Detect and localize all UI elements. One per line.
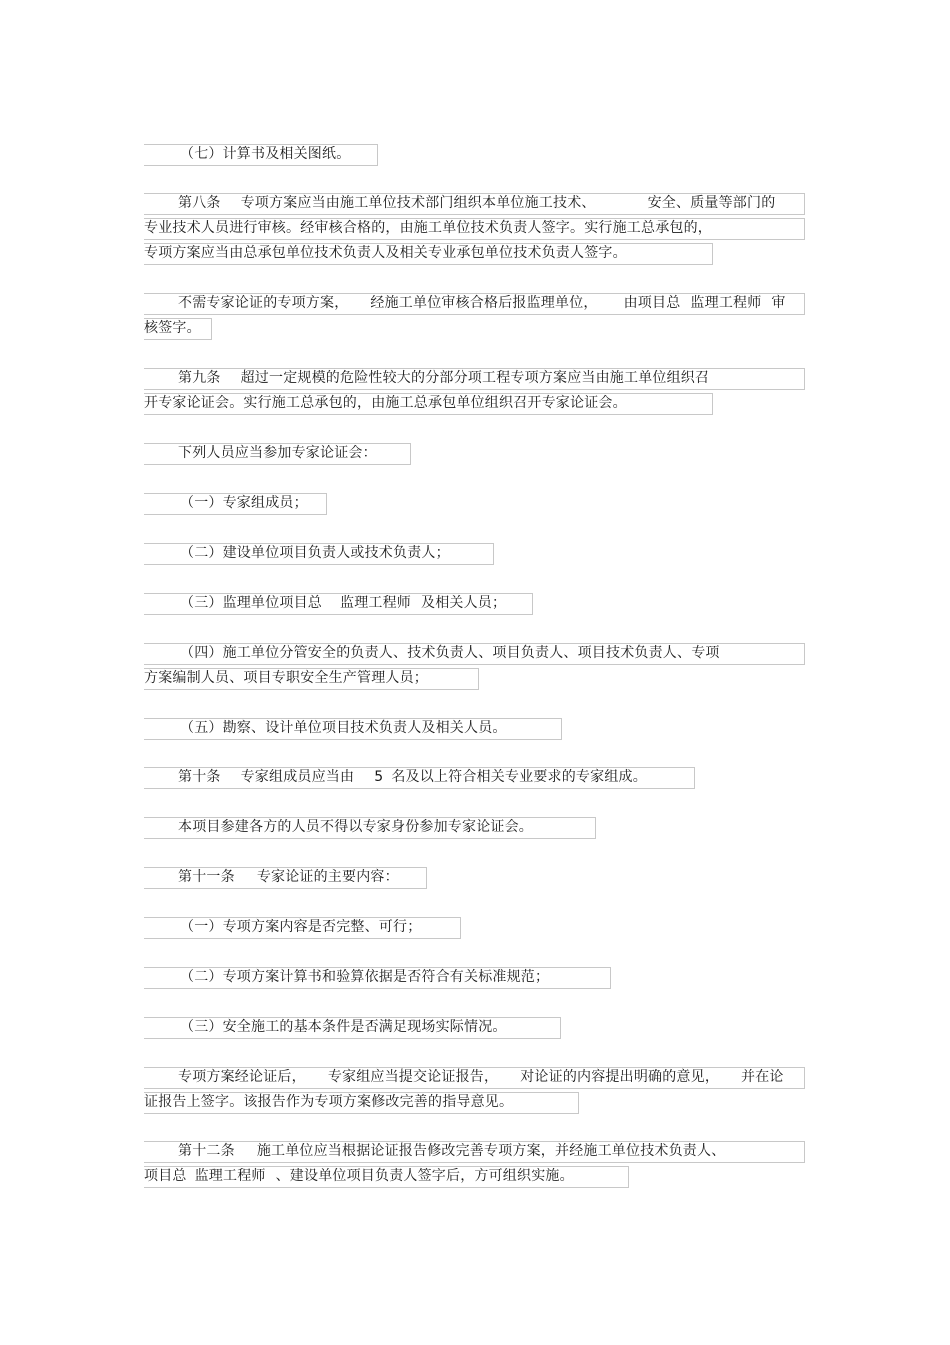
list-item: （四）施工单位分管安全的负责人、技术负责人、项目负责人、项目技术负责人、专项 (180, 645, 720, 661)
paragraph-line: 本项目参建各方的人员不得以专家身份参加专家论证会。 (178, 819, 533, 835)
paragraph-text: 不需专家论证的专项方案， (178, 295, 349, 311)
article-12-line-1 (178, 1140, 725, 1162)
article-8-line-1 (178, 192, 775, 214)
paragraph-text: 经施工单位审核合格后报监理单位， (370, 295, 598, 311)
list-item: （三）安全施工的基本条件是否满足现场实际情况。 (180, 1019, 507, 1035)
paragraph-text: 超过一定规模的危险性较大的分部分项工程专项方案应当由施工单位组织召 (240, 370, 710, 386)
list-item (180, 592, 506, 614)
paragraph-line: 专业技术人员进行审核。经审核合格的，由施工单位技术负责人签字。实行施工总承包的， (144, 220, 712, 236)
paragraph-line: 专项方案应当由总承包单位技术负责人及相关专业承包单位技术负责人签字。 (144, 245, 627, 261)
paragraph-line (178, 1066, 784, 1088)
article-9-line-1 (178, 367, 709, 389)
paragraph-text: 并在论 (741, 1069, 784, 1085)
article-number: 第八条 (178, 195, 221, 211)
list-item: （二）专项方案计算书和验算依据是否符合有关标准规范； (180, 969, 550, 985)
article-10-line (178, 766, 647, 788)
paragraph-text: 对论证的内容提出明确的意见， (520, 1069, 720, 1085)
article-number: 第十条 (178, 769, 221, 785)
paragraph-line (178, 292, 786, 314)
paragraph-text: 由项目总 (623, 295, 681, 311)
paragraph-text: 名及以上符合相关专业要求的专家组成。 (391, 769, 647, 785)
list-item: （一）专项方案内容是否完整、可行； (180, 919, 422, 935)
list-item: （二）建设单位项目负责人或技术负责人； (180, 545, 450, 561)
paragraph-text: 专家组应当提交论证报告， (327, 1069, 499, 1085)
paragraph-text: 监理工程师 (690, 295, 762, 311)
paragraph-text: 及相关人员； (421, 595, 507, 611)
list-item: （五）勘察、设计单位项目技术负责人及相关人员。 (180, 720, 507, 736)
list-item: （七）计算书及相关图纸。 (180, 146, 351, 162)
list-item: （一）专家组成员； (180, 495, 308, 511)
article-number: 第十一条 (178, 869, 235, 885)
paragraph-text: 、建设单位项目负责人签字后，方可组织实施。 (275, 1168, 574, 1184)
article-number: 第九条 (178, 370, 221, 386)
paragraph-text: 5 (374, 769, 384, 785)
paragraph-text: 专家组成员应当由 (240, 769, 355, 785)
paragraph-text: 项目总 (144, 1168, 187, 1184)
article-number: 第十二条 (178, 1143, 235, 1159)
paragraph-text: （三）监理单位项目总 (180, 595, 322, 611)
paragraph-text: 安全、质量等部门的 (647, 195, 776, 211)
paragraph-text: 专家论证的主要内容： (256, 869, 399, 885)
paragraph-text: 专项方案应当由施工单位技术部门组织本单位施工技术、 (240, 195, 596, 211)
paragraph-text: 专项方案经论证后， (178, 1069, 306, 1085)
paragraph-line: 下列人员应当参加专家论证会： (178, 445, 377, 461)
paragraph-line (144, 1165, 574, 1187)
paragraph-text: 审 (771, 295, 786, 311)
paragraph-line: 证报告上签字。该报告作为专项方案修改完善的指导意见。 (144, 1094, 514, 1110)
article-11-line (178, 866, 399, 888)
paragraph-text: 监理工程师 (194, 1168, 266, 1184)
paragraph-line: 方案编制人员、项目专职安全生产管理人员； (144, 670, 428, 686)
paragraph-text: 监理工程师 (340, 595, 411, 611)
paragraph-text: 施工单位应当根据论证报告修改完善专项方案，并经施工单位技术负责人、 (256, 1143, 726, 1159)
paragraph-line: 核签字。 (144, 320, 201, 336)
paragraph-line: 开专家论证会。实行施工总承包的，由施工总承包单位组织召开专家论证会。 (144, 395, 627, 411)
